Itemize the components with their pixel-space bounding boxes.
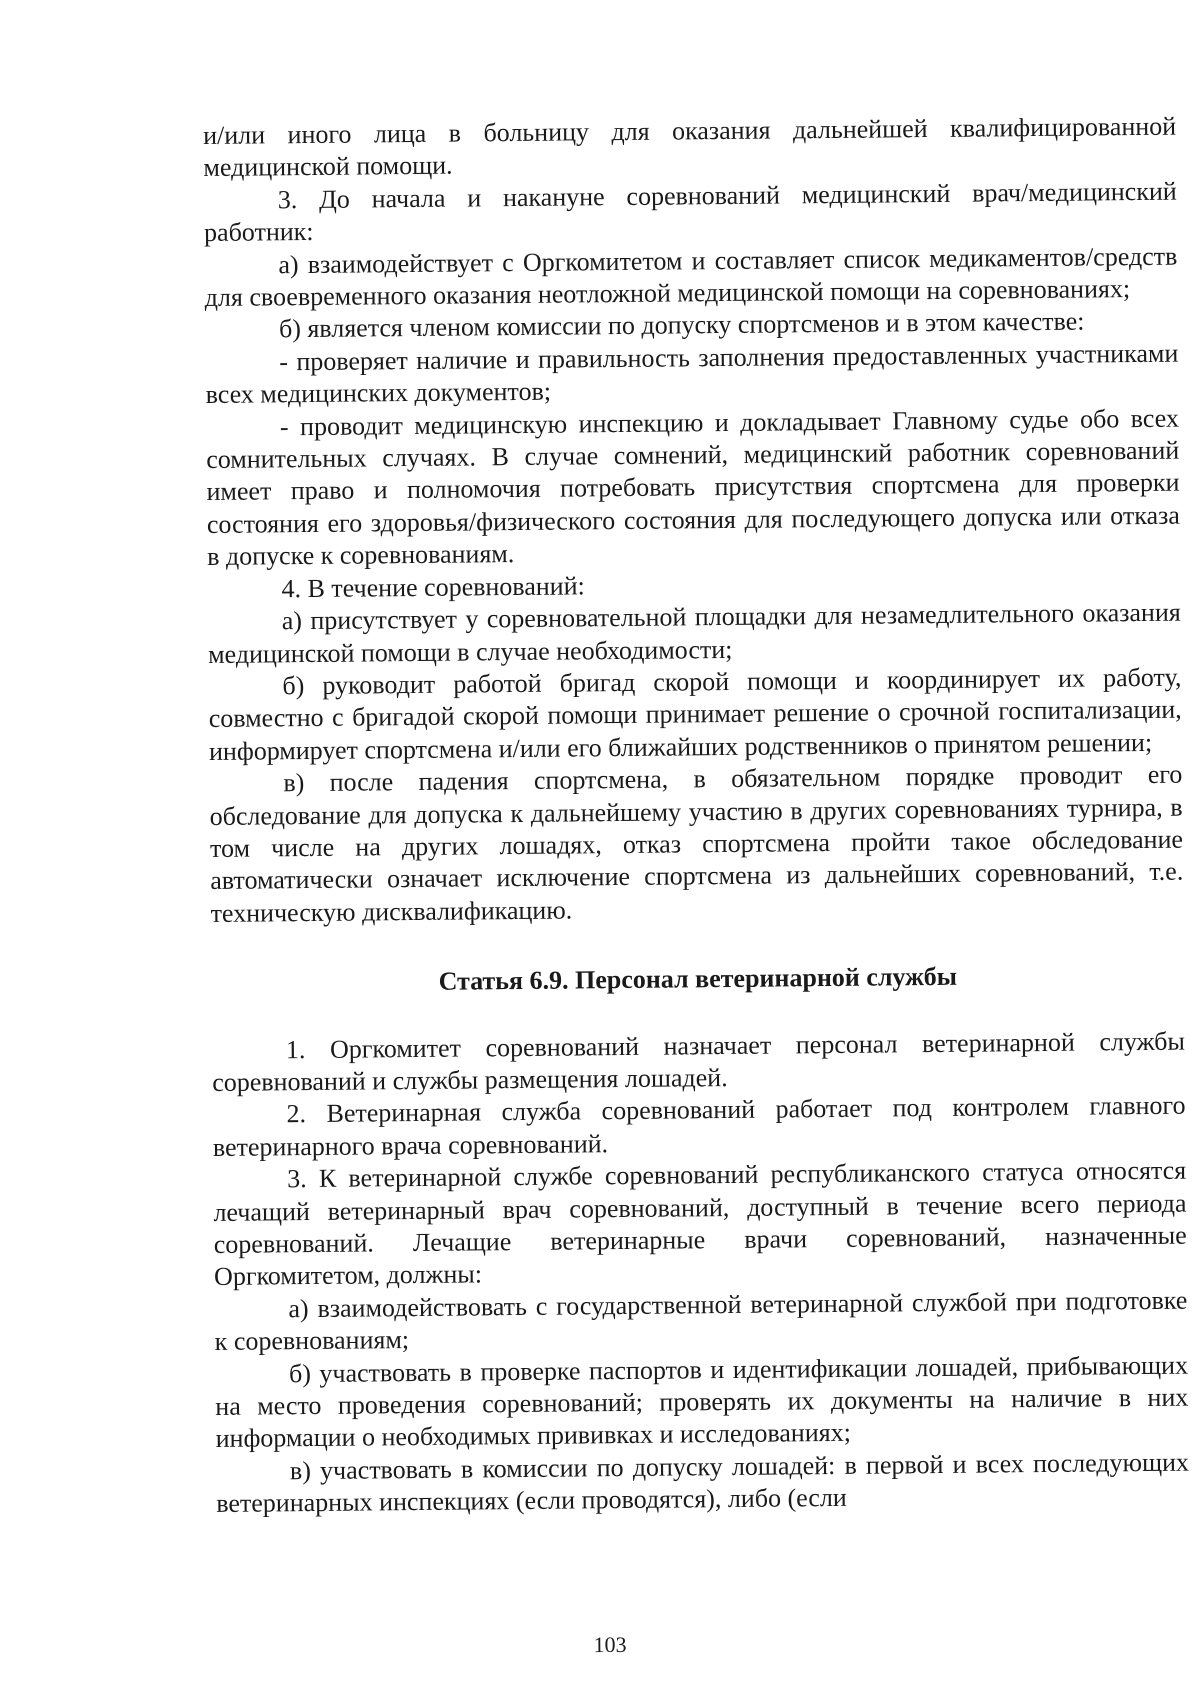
paragraph: а) взаимодействует с Оргкомитетом и составляет список медикаментов/средств для своевременного оказания неотложной медицинской помощи на соревнованиях;	[204, 241, 1178, 313]
section-heading: Статья 6.9. Персонал ветеринарной службы	[438, 961, 958, 996]
paragraph: в) после падения спортсмена, в обязательном порядке проводит его обследование для допуска к дальнейшему участию в других соревнованиях турнира, в том числе на других лошадях, отказ спортсмена пройти такое обследование автоматически означает исключение спортсмена из дальнейших соревнований, т.е. техническую дисквалификацию.	[209, 759, 1184, 928]
paragraph: б) является членом комиссии по допуску спортсменов и в этом качестве:	[278, 306, 1085, 344]
paragraph: 4. В течение соревнований:	[281, 571, 585, 603]
paragraph: - проводит медицинскую инспекцию и докладывает Главному судье обо всех сомнительных случаях. В случае сомнений, медицинский работник соревнований имеет право и полномочия потребовать присутствия спортсмена для проверки состояния его здоровья/физического состояния для последующего допуска или отказа в допуске к соревнованиям.	[206, 403, 1180, 572]
paragraph: б) участвовать в проверке паспортов и идентификации лошадей, прибывающих на место проведения соревнований; проверять их документы на наличие в них информации о необходимых прививках и исследованиях;	[215, 1350, 1189, 1454]
paragraph: а) взаимодействовать с государственной ветеринарной службой при подготовке к соревнованиям;	[214, 1285, 1188, 1357]
page-number: 103	[593, 1631, 627, 1658]
paragraph: в) участвовать в комиссии по допуску лошадей: в первой и всех последующих ветеринарных инспекциях (если проводятся), либо (если	[216, 1447, 1190, 1519]
paragraph: 2. Ветеринарная служба соревнований работает под контролем главного ветеринарного врача соревнований.	[212, 1090, 1186, 1162]
paragraph: а) присутствует у соревновательной площадки для незамедлительного оказания медицинской помощи в случае необходимости;	[207, 597, 1181, 669]
paragraph: 3. До начала и накануне соревнований медицинский врач/медицинский работник:	[203, 176, 1177, 248]
paragraph: б) руководит работой бригад скорой помощи и координирует их работу, совместно с бригадой скорой помощи принимает решение о срочной госпитализации, информирует спортсмена и/или его ближайших родственников о принятом решении;	[208, 662, 1182, 766]
paragraph: 3. К ветеринарной службе соревнований республиканского статуса относятся лечащий ветеринарный врач соревнований, доступный в течение всего периода соревнований. Лечащие ветеринарные врачи соревнований, назначенные Оргкомитетом, должны:	[213, 1155, 1187, 1292]
paragraph: и/или иного лица в больницу для оказания дальнейшей квалифицированной медицинской помощи.	[203, 111, 1177, 183]
document-body	[203, 111, 1189, 1521]
paragraph: 1. Оргкомитет соревнований назначает персонал ветеринарной службы соревнований и службы размещения лошадей.	[212, 1026, 1186, 1097]
paragraph: - проверяет наличие и правильность заполнения предоставленных участниками всех медицинских документов;	[205, 338, 1179, 410]
